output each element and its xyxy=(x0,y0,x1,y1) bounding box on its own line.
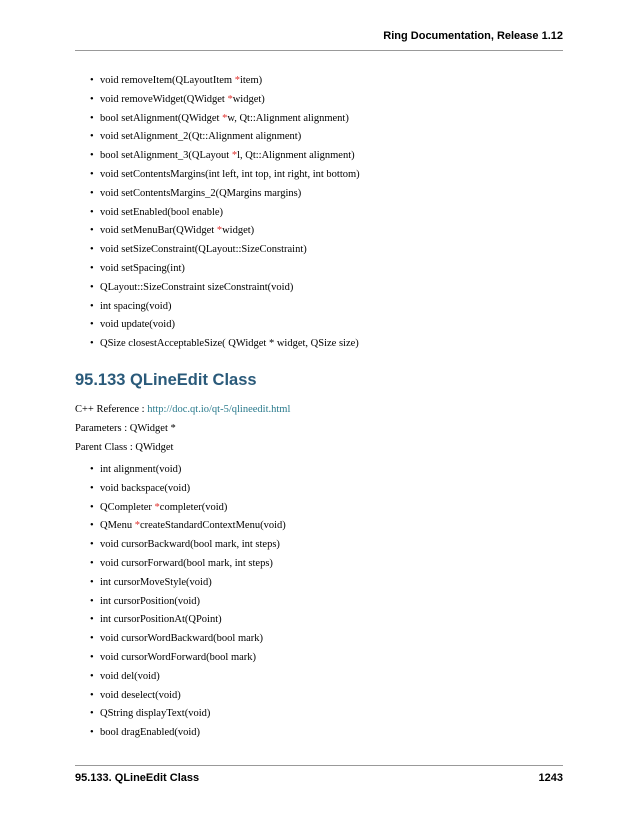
method-text: l, Qt::Alignment alignment) xyxy=(237,150,355,162)
bullet-icon: • xyxy=(90,225,94,237)
method-text: QString displayText(void) xyxy=(100,708,211,720)
method-text: void setEnabled(bool enable) xyxy=(100,206,224,218)
method-text: int cursorMoveStyle(void) xyxy=(100,576,212,588)
pointer-asterisk: * xyxy=(227,93,233,105)
footer-rule xyxy=(75,765,563,766)
method-item xyxy=(90,130,360,149)
bullet-icon: • xyxy=(90,595,94,607)
method-item xyxy=(90,168,360,187)
method-text: void setContentsMargins_2(QMargins margins) xyxy=(100,187,302,199)
method-item xyxy=(90,632,286,651)
method-item xyxy=(90,595,286,614)
bullet-icon: • xyxy=(90,501,94,513)
method-text: int alignment(void) xyxy=(100,464,182,475)
cpp-reference xyxy=(75,404,290,415)
bullet-icon: • xyxy=(90,464,94,475)
method-text: QCompleter xyxy=(100,501,155,513)
bullet-icon: • xyxy=(90,187,94,199)
method-item xyxy=(90,300,360,319)
method-item xyxy=(90,707,286,726)
method-item xyxy=(90,538,286,557)
method-text: createStandardContextMenu(void) xyxy=(139,520,286,532)
bullet-icon: • xyxy=(90,338,94,350)
method-text: QMenu xyxy=(100,520,135,532)
bullet-icon: • xyxy=(90,131,94,143)
method-item xyxy=(90,463,286,482)
pointer-asterisk: * xyxy=(134,520,140,532)
method-text: void setMenuBar(QWidget xyxy=(100,225,217,237)
method-text: bool setAlignment_3(QLayout xyxy=(100,150,232,162)
bullet-icon: • xyxy=(90,150,94,162)
cpp-reference-link[interactable]: http://doc.qt.io/qt-5/qlineedit.html xyxy=(147,404,291,415)
method-text: bool dragEnabled(void) xyxy=(100,727,201,739)
parameters-line: Parameters : QWidget * xyxy=(75,423,176,434)
method-text: QSize closestAcceptableSize( QWidget * widget, QSize size) xyxy=(100,338,359,350)
bullet-icon: • xyxy=(90,520,94,532)
method-item xyxy=(90,576,286,595)
pointer-asterisk: * xyxy=(216,225,223,237)
method-text: bool setAlignment(QWidget xyxy=(100,112,223,124)
bullet-icon: • xyxy=(90,300,94,312)
method-text: QLayout::SizeConstraint sizeConstraint(void) xyxy=(100,281,294,293)
footer-page-number: 1243 xyxy=(538,772,563,784)
method-item xyxy=(90,206,360,225)
method-item xyxy=(90,93,360,112)
bullet-icon: • xyxy=(90,670,94,682)
bullet-icon: • xyxy=(90,576,94,588)
method-text: int spacing(void) xyxy=(100,300,172,312)
method-text: void update(void) xyxy=(100,319,175,331)
method-item xyxy=(90,112,360,131)
method-text: void setSizeConstraint(QLayout::SizeConstraint) xyxy=(100,244,307,256)
pointer-asterisk: * xyxy=(231,150,238,162)
method-item xyxy=(90,689,286,708)
method-list-bottom xyxy=(90,463,286,745)
bullet-icon: • xyxy=(90,93,94,105)
bullet-icon: • xyxy=(90,727,94,739)
method-text: w, Qt::Alignment alignment) xyxy=(227,112,349,124)
method-item xyxy=(90,519,286,538)
method-item xyxy=(90,224,360,243)
method-item xyxy=(90,501,286,520)
bullet-icon: • xyxy=(90,244,94,256)
method-item xyxy=(90,670,286,689)
method-item xyxy=(90,187,360,206)
method-item xyxy=(90,281,360,300)
method-text: void setSpacing(int) xyxy=(100,262,185,274)
bullet-icon: • xyxy=(90,319,94,331)
method-item xyxy=(90,318,360,337)
method-text: int cursorPosition(void) xyxy=(100,595,201,607)
pointer-asterisk: * xyxy=(154,501,160,513)
method-text: void cursorBackward(bool mark, int steps) xyxy=(100,539,280,551)
method-item xyxy=(90,726,286,745)
bullet-icon: • xyxy=(90,557,94,569)
header-rule xyxy=(75,50,563,51)
bullet-icon: • xyxy=(90,112,94,124)
page-header-title: Ring Documentation, Release 1.12 xyxy=(383,30,563,42)
parent-class-line: Parent Class : QWidget xyxy=(75,442,174,453)
method-item xyxy=(90,613,286,632)
method-text: widget) xyxy=(222,225,255,237)
pointer-asterisk: * xyxy=(222,112,228,124)
method-text: void setAlignment_2(Qt::Alignment alignment) xyxy=(100,131,302,143)
method-text: void deselect(void) xyxy=(100,689,181,701)
method-item xyxy=(90,74,360,93)
method-text: void cursorForward(bool mark, int steps) xyxy=(100,557,273,569)
method-item xyxy=(90,651,286,670)
bullet-icon: • xyxy=(90,482,94,494)
bullet-icon: • xyxy=(90,168,94,180)
method-text: void del(void) xyxy=(100,670,160,682)
method-text: widget) xyxy=(232,93,265,105)
bullet-icon: • xyxy=(90,539,94,551)
method-text: void backspace(void) xyxy=(100,482,191,494)
bullet-icon: • xyxy=(90,689,94,701)
bullet-icon: • xyxy=(90,651,94,663)
method-text: void setContentsMargins(int left, int top, int right, int bottom) xyxy=(100,168,360,180)
method-text: completer(void) xyxy=(159,501,228,513)
footer-section-label: 95.133. QLineEdit Class xyxy=(75,772,200,784)
method-item xyxy=(90,149,360,168)
bullet-icon: • xyxy=(90,633,94,645)
method-item xyxy=(90,482,286,501)
method-item xyxy=(90,337,360,356)
bullet-icon: • xyxy=(90,708,94,720)
bullet-icon: • xyxy=(90,206,94,218)
bullet-icon: • xyxy=(90,75,94,86)
method-text: void removeWidget(QWidget xyxy=(100,93,228,105)
cpp-reference-label: C++ Reference : xyxy=(75,404,148,415)
method-item xyxy=(90,243,360,262)
method-text: item) xyxy=(239,75,263,86)
method-item xyxy=(90,557,286,576)
bullet-icon: • xyxy=(90,281,94,293)
method-text: void removeItem(QLayoutItem xyxy=(100,75,235,86)
pointer-asterisk: * xyxy=(234,75,240,86)
method-text: void cursorWordBackward(bool mark) xyxy=(100,633,264,645)
method-list-top xyxy=(90,74,360,356)
method-item xyxy=(90,262,360,281)
bullet-icon: • xyxy=(90,614,94,626)
method-text: void cursorWordForward(bool mark) xyxy=(100,651,257,663)
method-text: int cursorPositionAt(QPoint) xyxy=(100,614,222,626)
section-heading: 95.133 QLineEdit Class xyxy=(75,371,257,389)
bullet-icon: • xyxy=(90,262,94,274)
